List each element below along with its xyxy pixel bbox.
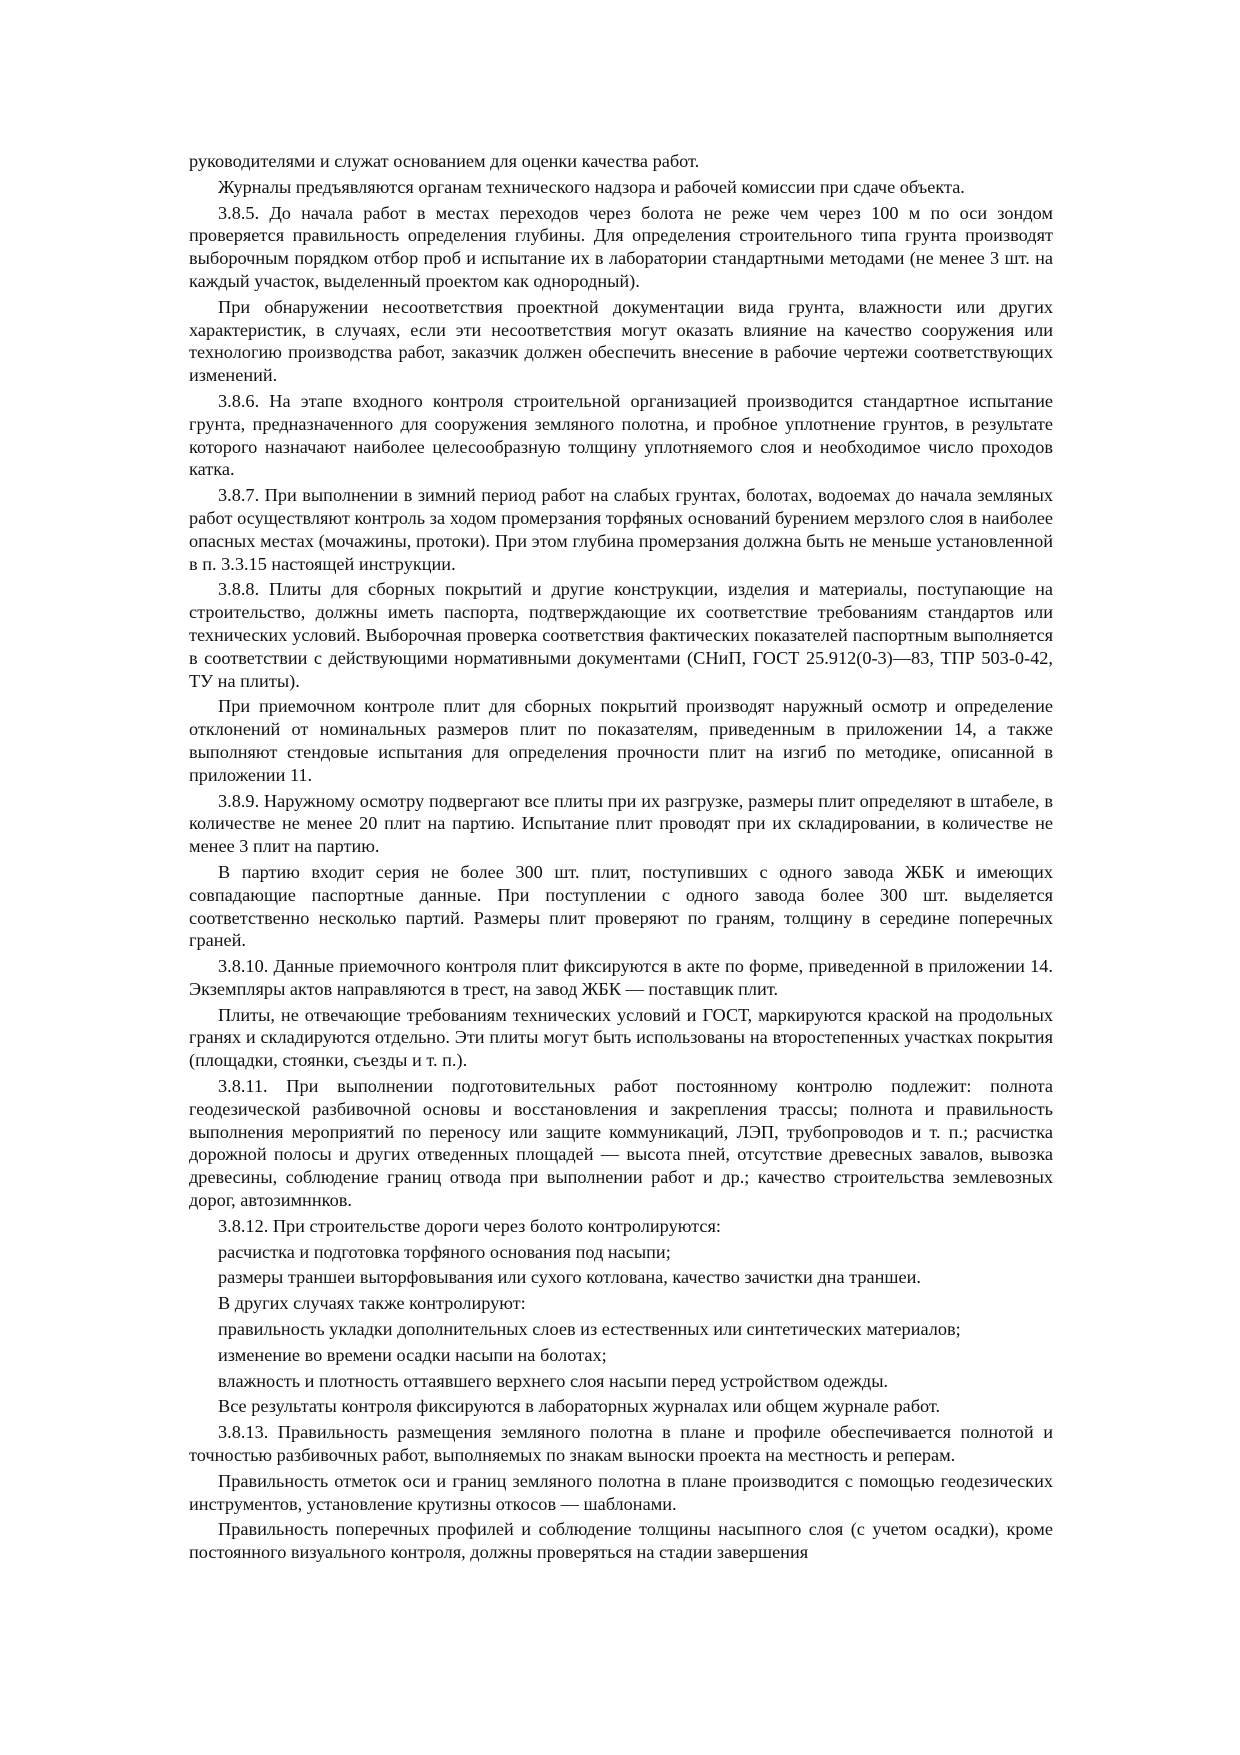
paragraph-3-8-6: 3.8.6. На этапе входного контроля строительной организацией производится стандартное испытание грунта, предназначенного для сооружения земляного полотна, и пробное уплотнение грунтов, в результате которого назначают наиболее целесообразную толщину уплотняемого слоя и необходимое число проходов катка. (189, 390, 1053, 480)
paragraph: При приемочном контроле плит для сборных покрытий производят наружный осмотр и определение отклонений от номинальных размеров плит по показателям, приведенным в приложении 14, а также выполняют стендовые испытания для определения прочности плит на изгиб по методике, описанной в приложении 11. (189, 696, 1053, 785)
paragraph: Правильность поперечных профилей и соблюдение толщины насыпного слоя (с учетом осадки), кроме постоянного визуального контроля, должны проверяться на стадии завершения (189, 1519, 1053, 1563)
paragraph: При обнаружении несоответствия проектной документации вида грунта, влажности или других характеристик, в случаях, если эти несоответствия могут оказать влияние на качество сооружения или технологию производства работ, заказчик должен обеспечить внесение в рабочие чертежи соответствующих изменений. (189, 296, 1053, 386)
paragraph-3-8-9: 3.8.9. Наружному осмотру подвергают все плиты при их разгрузке, размеры плит определяют в штабеле, в количестве не менее 20 плит на партию. Испытание плит проводят при их складировании, в количестве не менее 3 плит на партию. (189, 790, 1053, 857)
list-item: расчистка и подготовка торфяного основания под насыпи; (218, 1241, 671, 1262)
paragraph: В других случаях также контролируют: (218, 1293, 526, 1314)
list-item: правильность укладки дополнительных слоев из естественных или синтетических материалов; (218, 1319, 961, 1340)
paragraph-3-8-5: 3.8.5. До начала работ в местах переходов через болота не реже чем через 100 м по оси зондом проверяется правильность определения глубины. Для определения строительного типа грунта производят выборочным порядком отбор проб и испытание их в лаборатории стандартными методами (не менее 3 шт. на каждый участок, выделенный проектом как однородный). (189, 202, 1053, 291)
paragraph: Все результаты контроля фиксируются в лабораторных журналах или общем журнале работ. (218, 1396, 941, 1417)
list-item: влажность и плотность оттаявшего верхнего слоя насыпи перед устройством одежды. (218, 1370, 889, 1391)
paragraph: Плиты, не отвечающие требованиям технических условий и ГОСТ, маркируются краской на продольных гранях и складируются отдельно. Эти плиты могут быть использованы на второстепенных участках покрытия (площадки, стоянки, съезды и т. п.). (189, 1004, 1053, 1071)
paragraph: Правильность отметок оси и границ земляного полотна в плане производится с помощью геодезических инструментов, установление крутизны откосов — шаблонами. (189, 1470, 1053, 1514)
list-item: размеры траншеи выторфовывания или сухого котлована, качество зачистки дна траншеи. (218, 1267, 921, 1288)
paragraph-3-8-13: 3.8.13. Правильность размещения земляного полотна в плане и профиле обеспечивается полнотой и точностью разбивочных работ, выполняемых по знакам выноски проекта на местность и реперам. (189, 1422, 1053, 1466)
paragraph: руководителями и служат основанием для оценки качества работ. (189, 151, 700, 171)
paragraph-3-8-8: 3.8.8. Плиты для сборных покрытий и другие конструкции, изделия и материалы, поступающие на строительство, должны иметь паспорта, подтверждающие их соответствие требованиям стандартов или технических условий. Выборочная проверка соответствия фактических показателей паспортным выполняется в соответствии с действующими нормативными документами (СНиП, ГОСТ 25.912(0-3)—83, ТПР 503-0-42, ТУ на плиты). (189, 579, 1053, 691)
paragraph: Журналы предъявляются органам технического надзора и рабочей комиссии при сдаче объекта. (218, 176, 965, 197)
paragraph-3-8-11: 3.8.11. При выполнении подготовительных работ постоянному контролю подлежит: полнота геодезической разбивочной основы и восстановления и закрепления трассы; полнота и правильность выполнения мероприятий по переносу или защите коммуникаций, ЛЭП, трубопроводов и т. п.; расчистка дорожной полосы и других отведенных площадей — высота пней, отсутствие древесных завалов, вывозка древесины, соблюдение границ отвода при выполнении работ и др.; качество строительства землевозных дорог, автозимннков. (189, 1076, 1053, 1211)
paragraph: В партию входит серия не более 300 шт. плит, поступивших с одного завода ЖБК и имеющих совпадающие паспортные данные. При поступлении с одного завода более 300 шт. выделяется соответственно несколько партий. Размеры плит проверяют по граням, толщину в середине поперечных граней. (189, 861, 1053, 951)
paragraph-3-8-12: 3.8.12. При строительстве дороги через болото контролируются: (218, 1215, 721, 1236)
paragraph-3-8-7: 3.8.7. При выполнении в зимний период работ на слабых грунтах, болотах, водоемах до начала земляных работ осуществляют контроль за ходом промерзания торфяных оснований бурением мерзлого слоя в наиболее опасных местах (мочажины, протоки). При этом глубина промерзания должна быть не меньше установленной в п. 3.3.15 настоящей инструкции. (189, 485, 1053, 574)
list-item: изменение во времени осадки насыпи на болотах; (218, 1344, 607, 1365)
document-page (189, 150, 1053, 1564)
paragraph-3-8-10: 3.8.10. Данные приемочного контроля плит фиксируются в акте по форме, приведенной в приложении 14. Экземпляры актов направляются в трест, на завод ЖБК — поставщик плит. (189, 956, 1053, 999)
